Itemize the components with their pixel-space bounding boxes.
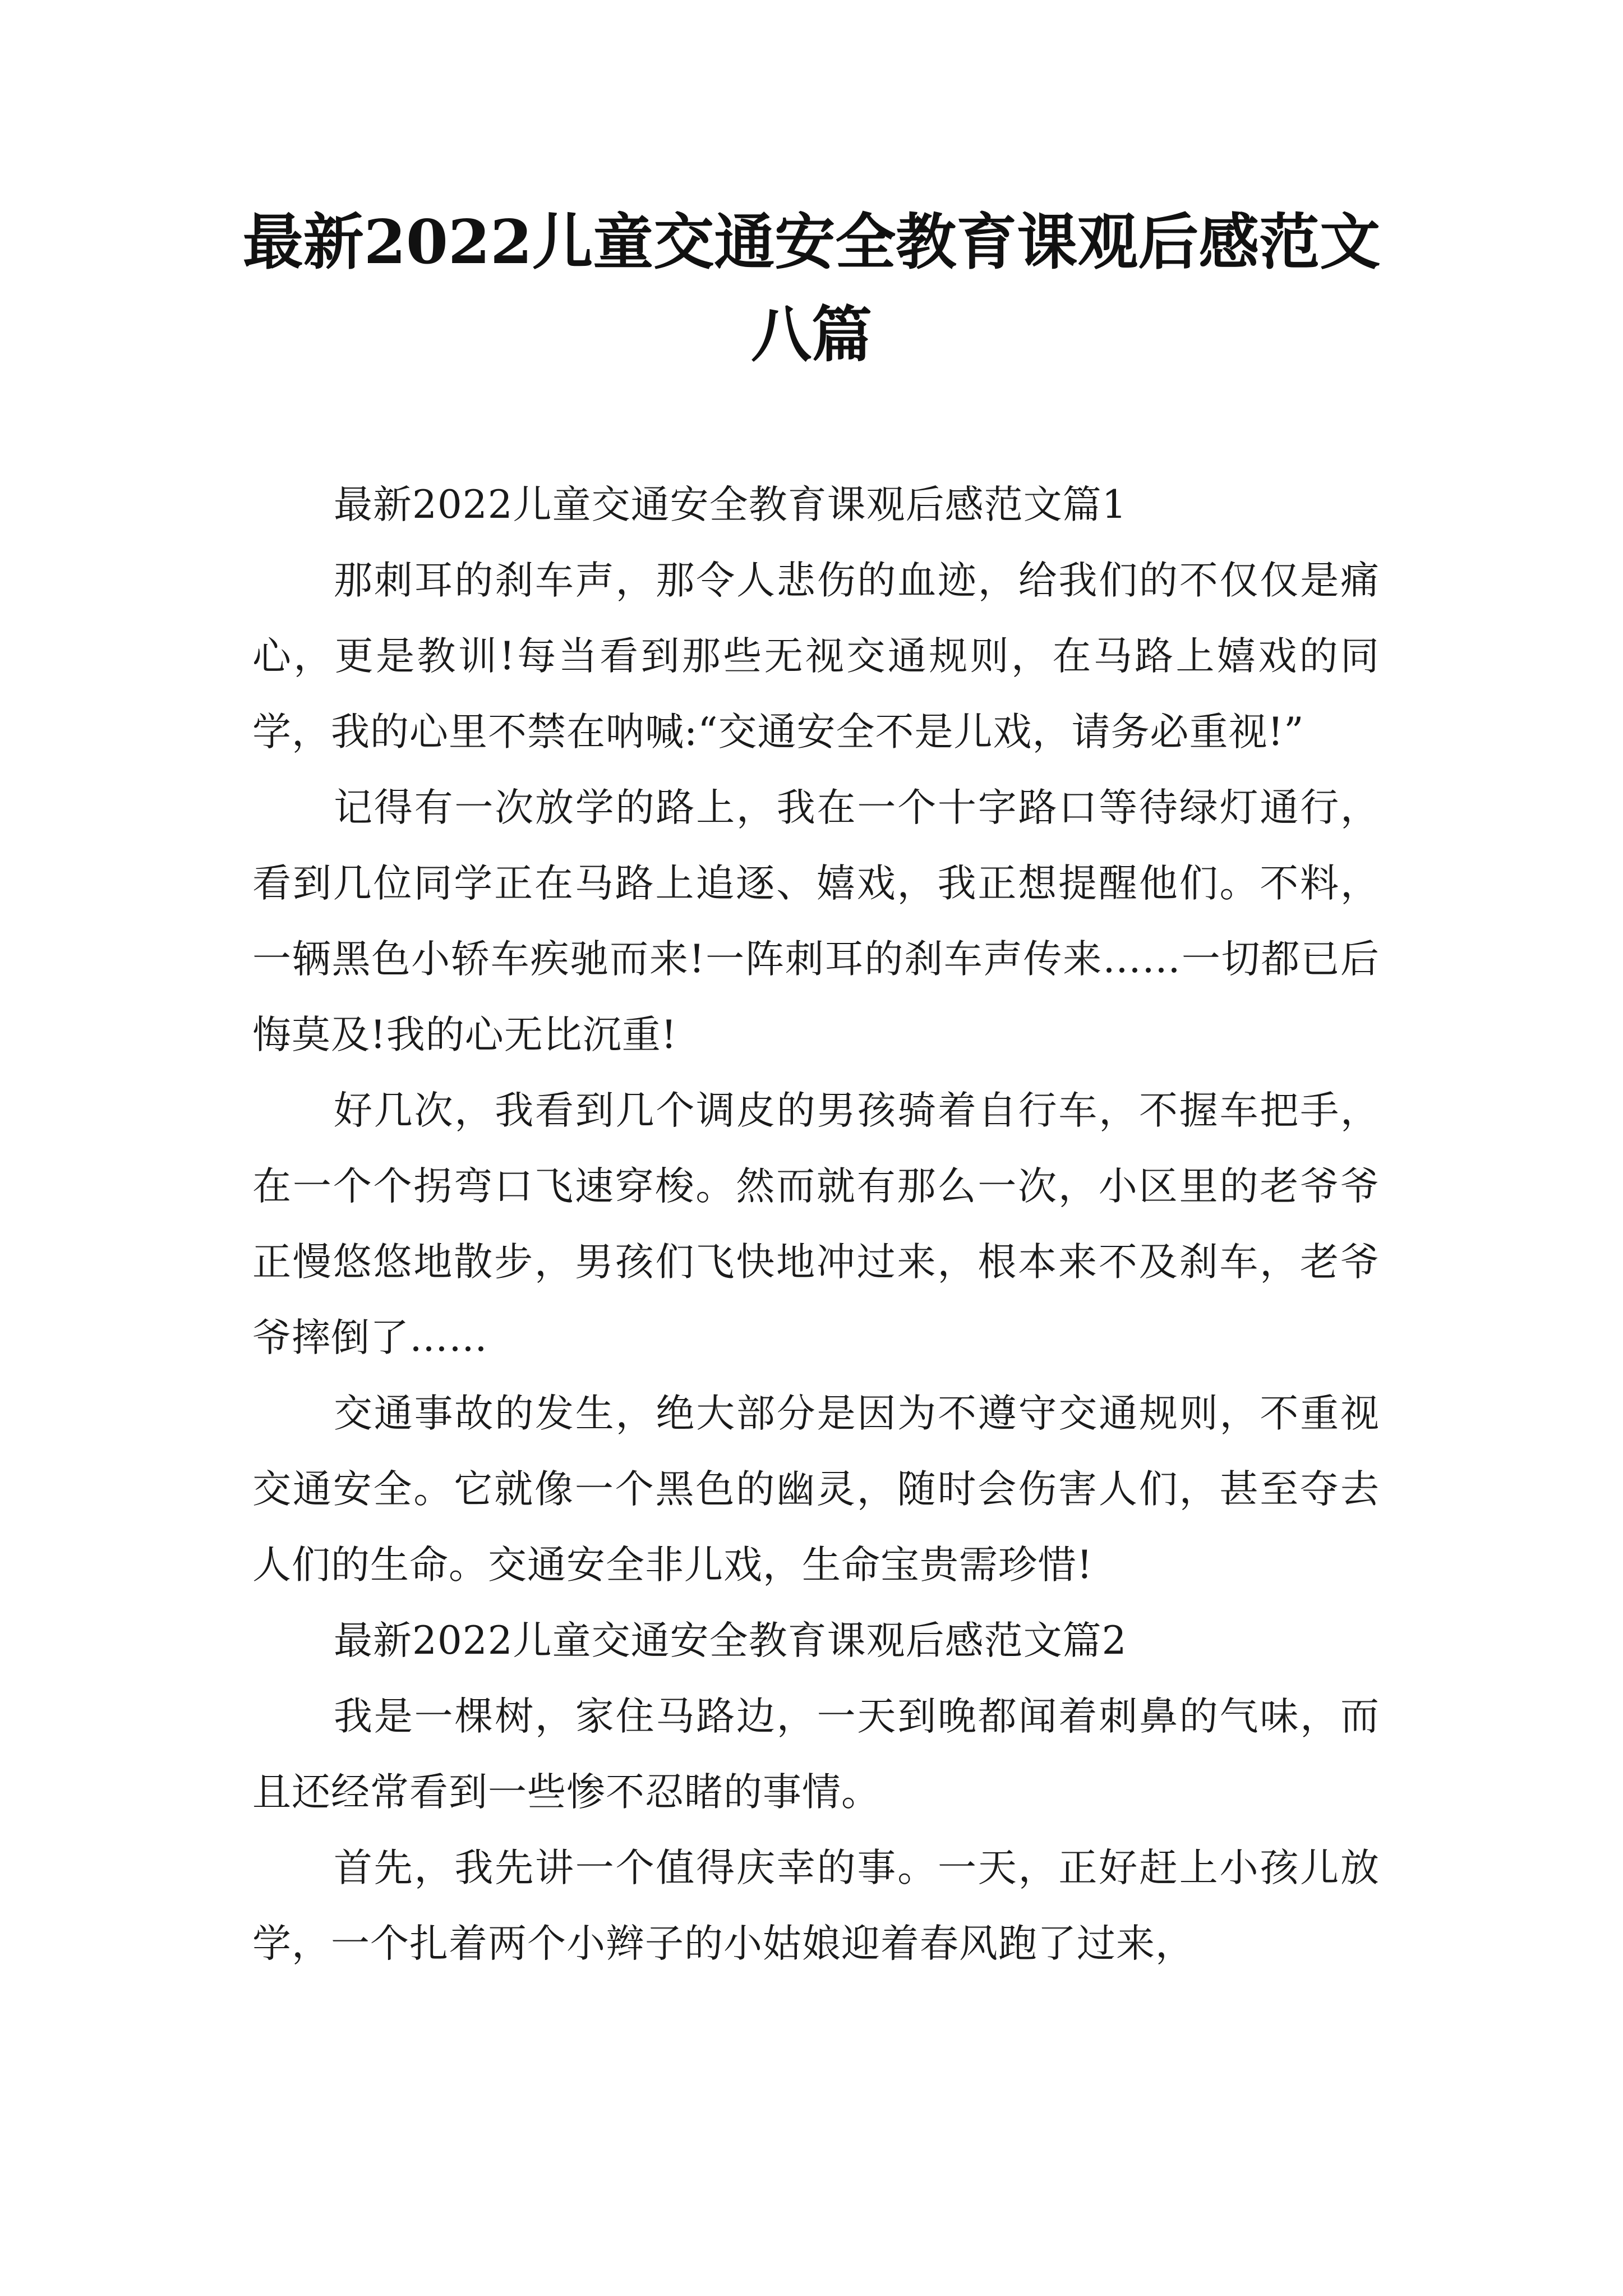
paragraph: 记得有一次放学的路上，我在一个十字路口等待绿灯通行，看到几位同学正在马路上追逐、嬉戏，我正想提醒他们。不料，一辆黑色小轿车疾驰而来!一阵刺耳的刹车声传来……一切都已后悔莫及!我的心无比沉重!: [252, 785, 1380, 1057]
paragraph: 好几次，我看到几个调皮的男孩骑着自行车，不握车把手，在一个个拐弯口飞速穿梭。然而就有那么一次，小区里的老爷爷正慢悠悠地散步，男孩们飞快地冲过来，根本来不及刹车，老爷爷摔倒了……: [252, 1088, 1380, 1360]
section-heading-2: 最新2022儿童交通安全教育课观后感范文篇2: [334, 1618, 1127, 1663]
document-body: [252, 467, 1380, 1982]
paragraph: 首先，我先讲一个值得庆幸的事。一天，正好赶上小孩儿放学，一个扎着两个小辫子的小姑娘迎着春风跑了过来，: [252, 1846, 1380, 1966]
paragraph: 交通事故的发生，绝大部分是因为不遵守交通规则，不重视交通安全。它就像一个黑色的幽灵，随时会伤害人们，甚至夺去人们的生命。交通安全非儿戏，生命宝贵需珍惜!: [252, 1391, 1380, 1588]
document-title: 最新2022儿童交通安全教育课观后感范文八篇: [242, 207, 1381, 370]
paragraph: 我是一棵树，家住马路边，一天到晚都闻着刺鼻的气味，而且还经常看到一些惨不忍睹的事情。: [252, 1694, 1380, 1815]
section-heading-1: 最新2022儿童交通安全教育课观后感范文篇1: [334, 482, 1127, 527]
paragraph: 那刺耳的刹车声，那令人悲伤的血迹，给我们的不仅仅是痛心，更是教训!每当看到那些无视交通规则，在马路上嬉戏的同学，我的心里不禁在呐喊:“交通安全不是儿戏，请务必重视!”: [252, 558, 1380, 754]
